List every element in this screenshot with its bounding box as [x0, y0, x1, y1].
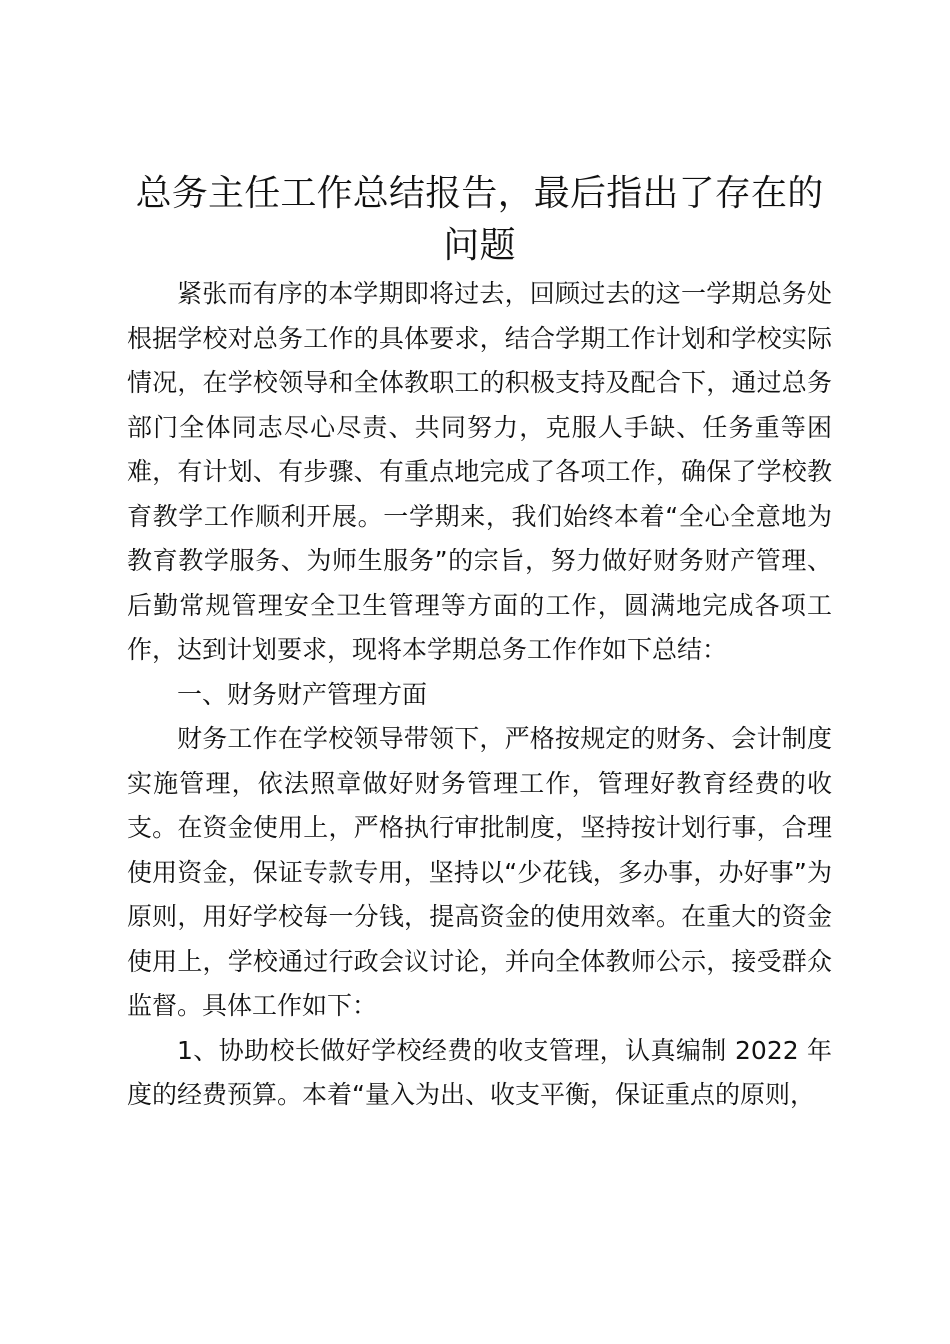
document-title: 总务主任工作总结报告，最后指出了存在的问题: [135, 173, 824, 266]
document-body: [127, 168, 832, 1118]
intro-paragraph: 紧张而有序的本学期即将过去，回顾过去的这一学期总务处根据学校对总务工作的具体要求，结合学期工作计划和学校实际情况，在学校领导和全体教职工的积极支持及配合下，通过总务部门全体同志尽心尽责、共同努力，克服人手缺、任务重等困难，有计划、有步骤、有重点地完成了各项工作，确保了学校教育教学工作顺利开展。一学期来，我们始终本着“全心全意地为教育教学服务、为师生服务”的宗旨，努力做好财务财产管理、后勤常规管理安全卫生管理等方面的工作，圆满地完成各项工作，达到计划要求，现将本学期总务工作作如下总结：: [127, 279, 832, 664]
section-heading-finance: 一、财务财产管理方面: [177, 679, 428, 709]
finance-paragraph: 财务工作在学校领导带领下，严格按规定的财务、会计制度实施管理，依法照章做好财务管理工作，管理好教育经费的收支。在资金使用上，严格执行审批制度，坚持按计划行事，合理使用资金，保证专款专用，坚持以“少花钱，多办事，办好事”为原则，用好学校每一分钱，提高资金的使用效率。在重大的资金使用上，学校通过行政会议讨论，并向全体教师公示，接受群众监督。具体工作如下：: [127, 724, 832, 1020]
item-1-paragraph: 1、协助校长做好学校经费的收支管理，认真编制 2022 年度的经费预算。本着“量入为出、收支平衡，保证重点的原则，: [127, 1035, 832, 1109]
